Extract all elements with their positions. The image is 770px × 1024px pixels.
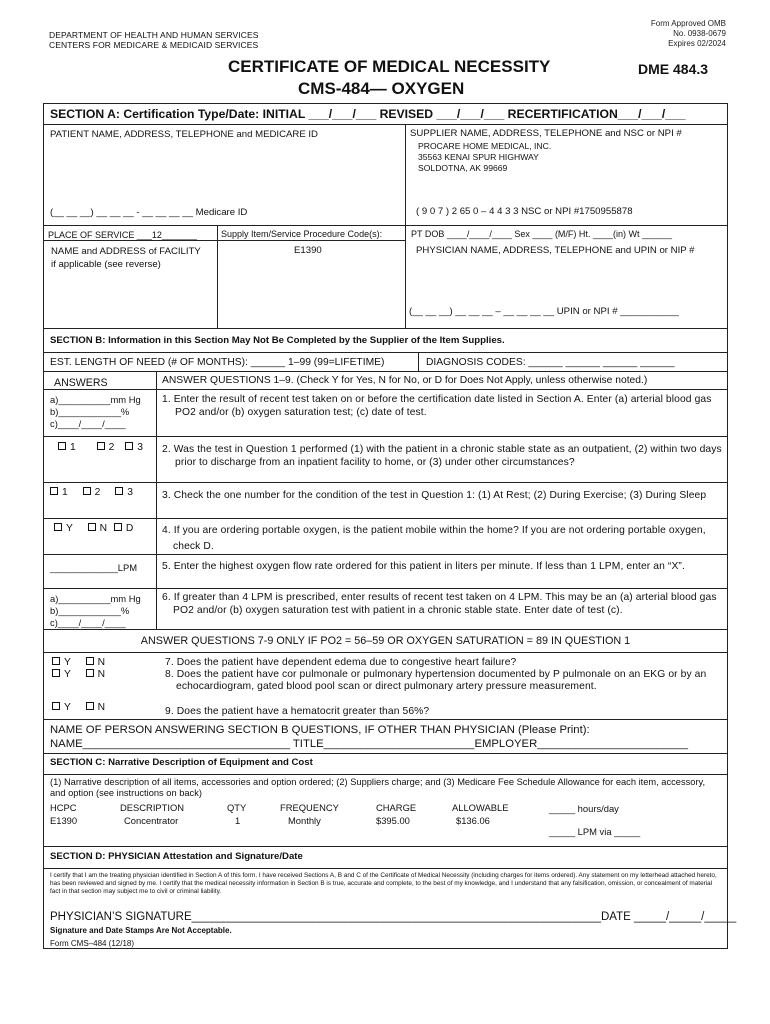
place-of-service: PLACE OF SERVICE ___12_______: [48, 230, 197, 240]
q6-answer-c[interactable]: c)____/____/____: [50, 617, 126, 628]
q3-checkbox-3[interactable]: 3: [115, 487, 133, 498]
q8-checkbox-n[interactable]: N: [86, 669, 105, 680]
checkbox-icon: [52, 657, 60, 665]
checkbox-icon: [86, 657, 94, 665]
q4-checkbox-n[interactable]: N: [88, 523, 107, 534]
agency-header: [49, 30, 259, 50]
row-charge: $395.00: [376, 815, 410, 826]
row-allowable: $136.06: [456, 815, 490, 826]
patient-label: PATIENT NAME, ADDRESS, TELEPHONE and MEDICARE ID: [50, 129, 318, 140]
q5-answer[interactable]: _____________LPM: [50, 562, 138, 573]
physician-phone-upin[interactable]: (__ __ __) __ __ __ – __ __ __ __ UPIN or NPI # ___________: [409, 306, 679, 317]
q1-answer-b[interactable]: b)____________%: [50, 406, 130, 417]
question-9: 9. Does the patient have a hematocrit greater than 56%?: [165, 706, 430, 717]
q2-checkbox-1[interactable]: 1: [58, 442, 76, 453]
row-description: Concentrator: [124, 815, 179, 826]
col-description: DESCRIPTION: [120, 802, 185, 813]
omb-expires: Expires 02/2024: [668, 39, 726, 48]
checkbox-icon: [114, 523, 122, 531]
question-2: 2. Was the test in Question 1 performed (1) with the patient in a chronic stable state as an outpatient, (2) within two days prior to discharge from an inpatient facility to home, or (3) under other circumstances?: [162, 444, 722, 468]
form-title-line2: CMS-484— OXYGEN: [298, 79, 465, 98]
facility-label: NAME and ADDRESS of FACILITY: [51, 246, 201, 257]
q6-answer-a[interactable]: a)__________mm Hg: [50, 593, 141, 604]
q9-options: [52, 702, 105, 714]
question-7: 7. Does the patient have dependent edema due to congestive heart failure?: [165, 657, 517, 668]
stamp-note: Signature and Date Stamps Are Not Acceptable.: [50, 926, 232, 935]
q1-answer-a[interactable]: a)__________mm Hg: [50, 394, 141, 405]
q4-checkbox-y[interactable]: Y: [54, 523, 73, 534]
q4-checkbox-d[interactable]: D: [114, 523, 133, 534]
q3-checkbox-1[interactable]: 1: [50, 487, 68, 498]
section-b-heading: SECTION B: Information in this Section May Not Be Completed by the Supplier of the Item Supplies.: [50, 335, 505, 346]
q2-checkbox-3[interactable]: 3: [125, 442, 143, 453]
answer-instructions: ANSWER QUESTIONS 1–9. (Check Y for Yes, N for No, or D for Does Not Apply, unless otherwise noted.): [162, 375, 648, 386]
checkbox-icon: [54, 523, 62, 531]
physician-signature-field[interactable]: PHYSICIAN’S SIGNATURE________________________________________________________________DATE _____/_____/_____: [50, 911, 737, 923]
checkbox-icon: [52, 702, 60, 710]
supplier-address-2: SOLDOTNA, AK 99669: [418, 163, 508, 173]
form-number: Form CMS–484 (12/18): [50, 939, 135, 948]
question-5: 5. Enter the highest oxygen flow rate ordered for this patient in liters per minute. If less than 1 LPM, enter an “X”.: [162, 561, 685, 572]
patient-dob-field[interactable]: PT DOB ____/____/____ Sex ____ (M/F) Ht. ____(in) Wt ______: [411, 229, 672, 239]
section-c-heading: SECTION C: Narrative Description of Equipment and Cost: [50, 757, 313, 768]
checkbox-icon: [115, 487, 123, 495]
q6-answer-b[interactable]: b)____________%: [50, 605, 130, 616]
checkbox-icon: [88, 523, 96, 531]
checkbox-icon: [125, 442, 133, 450]
col-qty: QTY: [227, 802, 247, 813]
col-allowable: ALLOWABLE: [452, 802, 509, 813]
supply-item-label: Supply Item/Service Procedure Code(s):: [221, 229, 383, 239]
length-of-need: EST. LENGTH OF NEED (# OF MONTHS): ______ 1–99 (99=LIFETIME): [50, 357, 385, 368]
physician-label: PHYSICIAN NAME, ADDRESS, TELEPHONE and UPIN or NIP #: [416, 245, 695, 256]
q2-checkbox-2[interactable]: 2: [97, 442, 115, 453]
col-frequency: FREQUENCY: [280, 802, 339, 813]
q4-options: [54, 523, 133, 535]
q3-checkbox-2[interactable]: 2: [83, 487, 101, 498]
questions-7-9-header: ANSWER QUESTIONS 7-9 ONLY IF PO2 = 56–59 OR OXYGEN SATURATION = 89 IN QUESTION 1: [140, 635, 631, 647]
q9-checkbox-n[interactable]: N: [86, 702, 105, 713]
q7-checkbox-n[interactable]: N: [86, 657, 105, 668]
question-3: 3. Check the one number for the condition of the test in Question 1: (1) At Rest; (2) During Exercise; (3) During Sleep: [162, 490, 707, 501]
row-frequency: Monthly: [288, 815, 321, 826]
omb-number: No. 0938-0679: [673, 29, 726, 38]
question-6: 6. If greater than 4 LPM is prescribed, enter results of recent test taken on 4 LPM. This may be an (a) arterial blood gas PO2 and/or (b) oxygen saturation test with patient in a chronic stable state. Enter date of test (c).: [162, 592, 717, 616]
checkbox-icon: [50, 487, 58, 495]
q8-checkbox-y[interactable]: Y: [52, 669, 71, 680]
omb-approved: Form Approved OMB: [650, 19, 726, 28]
form-code: DME 484.3: [638, 61, 709, 77]
q3-options: [50, 487, 133, 499]
col-charge: CHARGE: [376, 802, 417, 813]
question-4: 4. If you are ordering portable oxygen, is the patient mobile within the home? If you are not ordering portable oxygen, check D.: [162, 525, 706, 552]
q2-options: [58, 442, 143, 454]
name-person-label: NAME OF PERSON ANSWERING SECTION B QUESTIONS, IF OTHER THAN PHYSICIAN (Please Print):: [50, 724, 590, 736]
supplier-phone-npi: ( 9 0 7 ) 2 65 0 – 4 4 3 3 NSC or NPI #1750955878: [416, 206, 633, 217]
supplier-label: SUPPLIER NAME, ADDRESS, TELEPHONE and NSC or NPI #: [410, 128, 682, 139]
cmn-form: [43, 103, 737, 949]
checkbox-icon: [97, 442, 105, 450]
patient-phone-field[interactable]: (__ __ __) __ __ __ - __ __ __ __ Medicare ID: [50, 207, 248, 218]
checkbox-icon: [52, 669, 60, 677]
row-qty: 1: [235, 815, 241, 826]
hours-per-day-field[interactable]: _____ hours/day: [549, 803, 619, 814]
checkbox-icon: [58, 442, 66, 450]
name-title-employer-field[interactable]: NAME_________________________________ TITLE________________________EMPLOYER________________________: [50, 738, 689, 750]
question-1: 1. Enter the result of recent test taken on or before the certification date listed in Section A. Enter (a) arterial blood gas PO2 and/or (b) oxygen saturation test; (c) date of test.: [162, 394, 712, 418]
checkbox-icon: [83, 487, 91, 495]
attestation-text: I certify that I am the treating physician identified in Section A of this form. I have received Sections A, B and C of the Certificate of Medical Necessity (including charges for items ordered). Any statement on my letterhead attached hereto, has been reviewed and signed by me. I certify that the medical necessity information in Section B is true, accurate and complete, to the best of my knowledge, and I understand that any falsification, omission, or concealment of material fact in that section may subject me to civil or criminal liability.: [50, 872, 717, 895]
supplier-name: PROCARE HOME MEDICAL, INC.: [418, 141, 552, 151]
question-8: 8. Does the patient have cor pulmonale or pulmonary hypertension documented by P pulmonale on an EKG or by an echocardiogram, gated blood pool scan or direct pulmonary artery pressure measurement.: [165, 669, 707, 692]
supplier-address-1: 35563 KENAI SPUR HIGHWAY: [418, 152, 539, 162]
centers-name: CENTERS FOR MEDICARE & MEDICAID SERVICES: [49, 40, 259, 50]
omb-info: [651, 19, 726, 49]
q7-options: [52, 657, 105, 669]
q1-answer-c[interactable]: c)____/____/____: [50, 418, 126, 429]
section-d-heading: SECTION D: PHYSICIAN Attestation and Signature/Date: [50, 851, 303, 862]
checkbox-icon: [86, 669, 94, 677]
q9-checkbox-y[interactable]: Y: [52, 702, 71, 713]
section-a-heading: SECTION A: Certification Type/Date: INITIAL ___/___/___ REVISED ___/___/___ RECERTIFICATION___/___/___: [50, 107, 686, 121]
checkbox-icon: [86, 702, 94, 710]
form-title-line1: CERTIFICATE OF MEDICAL NECESSITY: [228, 57, 551, 76]
col-hcpc: HCPC: [50, 802, 77, 813]
answers-label: ANSWERS: [54, 377, 108, 389]
q8-options: [52, 669, 105, 681]
q7-checkbox-y[interactable]: Y: [52, 657, 71, 668]
department-name: DEPARTMENT OF HEALTH AND HUMAN SERVICES: [49, 30, 259, 40]
diagnosis-codes: DIAGNOSIS CODES: ______ ______ ______ ______: [426, 357, 675, 368]
row-hcpc: E1390: [50, 815, 78, 826]
lpm-via-field[interactable]: _____ LPM via _____: [549, 826, 641, 837]
section-c-instructions: (1) Narrative description of all items, accessories and option ordered; (2) Suppliers charge; and (3) Medicare Fee Schedule Allowance for each item, accessory, and option (see instructions on back): [50, 777, 706, 798]
facility-label-note: if applicable (see reverse): [51, 259, 161, 270]
procedure-code: E1390: [294, 245, 322, 256]
